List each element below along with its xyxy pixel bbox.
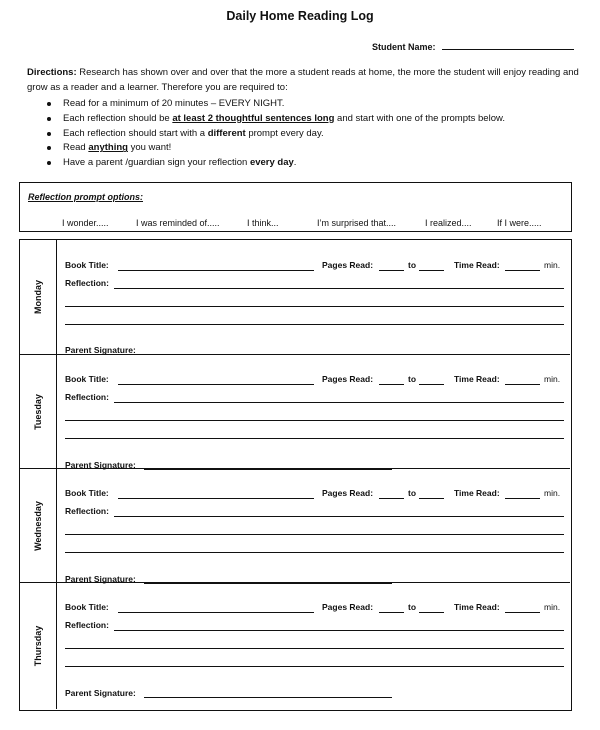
directions-label: Directions:	[27, 67, 77, 78]
reflection-line[interactable]	[65, 324, 564, 325]
time-read-label: Time Read:	[454, 260, 500, 270]
time-read-label: Time Read:	[454, 488, 500, 498]
time-read-line[interactable]	[505, 270, 540, 271]
reflection-line[interactable]	[114, 402, 564, 403]
day-cell	[20, 583, 57, 709]
rule-item: Each reflection should be at least 2 thoughtful sentences long and start with one of the prompts below.	[63, 112, 582, 127]
parent-signature-line[interactable]	[144, 697, 392, 698]
prompt-option: I was reminded of.....	[136, 218, 220, 228]
to-label: to	[408, 260, 417, 270]
day-cell	[20, 469, 57, 582]
to-label: to	[408, 602, 417, 612]
reflection-line[interactable]	[65, 306, 564, 307]
day-label: Wednesday	[33, 500, 43, 551]
pages-to-line[interactable]	[419, 612, 444, 613]
day-row-tuesday	[20, 354, 570, 468]
pages-to-line[interactable]	[419, 384, 444, 385]
min-label: min.	[544, 260, 561, 270]
prompt-option: I realized....	[425, 218, 472, 228]
prompts-title: Reflection prompt options:	[28, 192, 143, 202]
to-label: to	[408, 488, 417, 498]
book-title-label: Book Title:	[65, 260, 109, 270]
student-name-field[interactable]	[372, 40, 574, 52]
reflection-line[interactable]	[65, 534, 564, 535]
book-title-label: Book Title:	[65, 488, 109, 498]
book-title-line[interactable]	[118, 612, 314, 613]
book-title-label: Book Title:	[65, 602, 109, 612]
student-name-line[interactable]	[442, 40, 574, 50]
day-cell	[20, 240, 57, 354]
directions-intro	[27, 66, 582, 95]
reflection-label: Reflection:	[65, 278, 109, 288]
pages-from-line[interactable]	[379, 270, 404, 271]
student-name-label: Student Name:	[372, 42, 436, 52]
directions	[27, 66, 582, 171]
pages-from-line[interactable]	[379, 498, 404, 499]
prompt-option: I’m surprised that....	[317, 218, 397, 228]
book-title-line[interactable]	[118, 270, 314, 271]
time-read-label: Time Read:	[454, 602, 500, 612]
directions-text: Research has shown over and over that the more a student reads at home, the more the student will enjoy reading and grow as a reader and a learner. Therefore you are required to:	[27, 67, 579, 93]
page-title: Daily Home Reading Log	[226, 9, 374, 23]
reflection-label: Reflection:	[65, 506, 109, 516]
rules-list	[27, 97, 582, 171]
pages-to-line[interactable]	[419, 270, 444, 271]
time-read-line[interactable]	[505, 498, 540, 499]
day-label: Thursday	[33, 625, 43, 667]
day-row-thursday	[20, 582, 570, 709]
reflection-line[interactable]	[114, 288, 564, 289]
reflection-line[interactable]	[65, 438, 564, 439]
reflection-label: Reflection:	[65, 620, 109, 630]
day-row-monday	[20, 240, 570, 354]
book-title-label: Book Title:	[65, 374, 109, 384]
rule-item: Read for a minimum of 20 minutes – EVERY NIGHT.	[63, 97, 582, 112]
pages-from-line[interactable]	[379, 612, 404, 613]
parent-signature-label: Parent Signature:	[65, 345, 136, 355]
reflection-line[interactable]	[114, 516, 564, 517]
parent-signature-label: Parent Signature:	[65, 460, 136, 470]
parent-signature-label: Parent Signature:	[65, 688, 136, 698]
pages-read-label: Pages Read:	[322, 488, 374, 498]
min-label: min.	[544, 488, 561, 498]
time-read-label: Time Read:	[454, 374, 500, 384]
pages-to-line[interactable]	[419, 498, 444, 499]
parent-signature-label: Parent Signature:	[65, 574, 136, 584]
reflection-prompts-box	[19, 182, 572, 232]
book-title-line[interactable]	[118, 384, 314, 385]
reflection-line[interactable]	[65, 420, 564, 421]
to-label: to	[408, 374, 417, 384]
pages-read-label: Pages Read:	[322, 260, 374, 270]
prompt-option: If I were.....	[497, 218, 542, 228]
book-title-line[interactable]	[118, 498, 314, 499]
reflection-line[interactable]	[65, 552, 564, 553]
pages-from-line[interactable]	[379, 384, 404, 385]
min-label: min.	[544, 374, 561, 384]
day-row-wednesday	[20, 468, 570, 582]
rule-item: Have a parent /guardian sign your reflection every day.	[63, 156, 582, 171]
reflection-line[interactable]	[65, 666, 564, 667]
prompt-option: I think...	[247, 218, 279, 228]
day-cell	[20, 355, 57, 468]
reflection-line[interactable]	[114, 630, 564, 631]
rule-item: Read anything you want!	[63, 141, 582, 156]
reflection-line[interactable]	[65, 648, 564, 649]
prompt-option: I wonder.....	[62, 218, 109, 228]
rule-item: Each reflection should start with a different prompt every day.	[63, 127, 582, 142]
day-label: Tuesday	[33, 393, 43, 430]
time-read-line[interactable]	[505, 612, 540, 613]
min-label: min.	[544, 602, 561, 612]
reflection-label: Reflection:	[65, 392, 109, 402]
pages-read-label: Pages Read:	[322, 602, 374, 612]
day-label: Monday	[33, 279, 43, 315]
reading-log-table	[19, 239, 572, 711]
pages-read-label: Pages Read:	[322, 374, 374, 384]
time-read-line[interactable]	[505, 384, 540, 385]
